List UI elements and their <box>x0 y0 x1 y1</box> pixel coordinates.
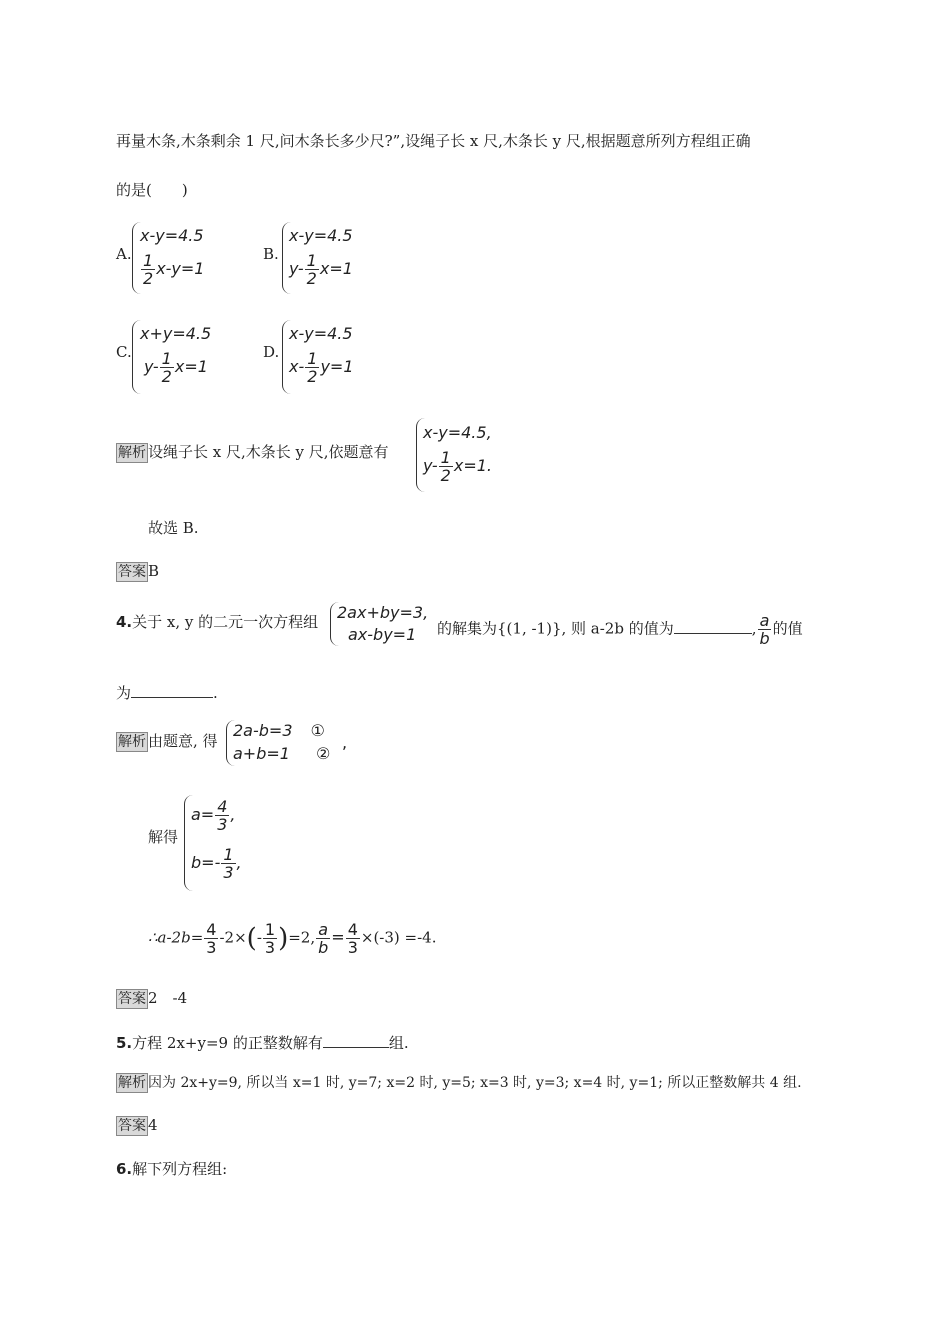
q4-eq2: ax-by=1 <box>348 625 417 644</box>
q5-blank[interactable] <box>323 1031 389 1048</box>
q4-analysis-eq2: a+b=1 ② <box>233 744 331 763</box>
q5-answer: 答案 4 <box>118 1116 158 1134</box>
q4-blank-1[interactable] <box>674 617 752 634</box>
option-d-label: D. <box>263 343 280 361</box>
intro-line-1: 再量木条,木条剩余 1 尺,问木条长多少尺?”,设绳子长 x 尺,木条长 y 尺,根据题意所列方程组正确 <box>116 132 751 150</box>
option-a-eq1: x-y=4.5 <box>140 226 204 245</box>
q4-analysis-eq1: 2a-b=3 ① <box>233 721 325 740</box>
q4-analysis-line: 解析 由题意, 得 <box>118 732 218 750</box>
option-b-frac: $\frac{1}{2}$ <box>306 251 317 288</box>
calc-frac-1: $\frac{4}{3}$ <box>206 920 217 957</box>
q4-line-1-mid: 的解集为{(1, -1)}, 则 a-2b 的值为 , $\frac{a}{b}$ 的值 <box>437 611 803 648</box>
q3-analysis-frac: $\frac{1}{2}$ <box>440 448 451 485</box>
answer-tag: 答案 <box>118 991 146 1007</box>
option-a-frac: $\frac{1}{2}$ <box>143 251 154 288</box>
q3-analysis-eq2: y- $\frac{1}{2}$ x=1. <box>423 448 492 485</box>
option-a-eq2: $\frac{1}{2}$ x-y=1 <box>143 251 205 288</box>
calc-frac-2: $\frac{1}{3}$ <box>264 920 276 957</box>
q3-answer: 答案 B <box>118 562 160 580</box>
q4-solve-a: a= $\frac{4}{3}$ , <box>191 797 236 834</box>
q4-answer: 答案 2 -4 <box>118 989 188 1007</box>
option-a-label: A. <box>116 245 132 263</box>
answer-tag: 答案 <box>118 1118 146 1134</box>
analysis-tag: 解析 <box>118 734 146 750</box>
q4-calc-line: ∴a-2b= $\frac{4}{3}$ -2×(- $\frac{1}{3}$ )=2, $\frac{a}{b}$ = $\frac{4}{3}$ ×(-3) =-4. <box>148 920 437 957</box>
option-c-eq2: y- $\frac{1}{2}$ x=1 <box>144 349 208 386</box>
q5-analysis: 解析 因为 2x+y=9, 所以当 x=1 时, y=7; x=2 时, y=5; x=3 时, y=3; x=4 时, y=1; 所以正整数解共 4 组. <box>118 1075 802 1091</box>
option-c-label: C. <box>116 343 132 361</box>
option-b-label: B. <box>263 245 279 263</box>
calc-frac-4: $\frac{4}{3}$ <box>347 920 358 957</box>
q4-solve-label: 解得 <box>148 828 179 846</box>
option-b-eq2: y- $\frac{1}{2}$ x=1 <box>289 251 353 288</box>
option-d-frac: $\frac{1}{2}$ <box>307 349 318 386</box>
q6-line: 6.解下列方程组: <box>116 1160 228 1178</box>
intro-line-2: 的是( ) <box>116 181 188 199</box>
q4-line-1: 4.关于 x, y 的二元一次方程组 <box>116 613 319 631</box>
q5-number: 5. <box>116 1034 133 1052</box>
option-c-frac: $\frac{1}{2}$ <box>161 349 172 386</box>
q4-solve-a-frac: $\frac{4}{3}$ <box>217 797 228 834</box>
q4-solve-b-frac: $\frac{1}{3}$ <box>223 845 234 882</box>
q4-frac-a-b: $\frac{a}{b}$ <box>759 611 770 648</box>
calc-frac-3: $\frac{a}{b}$ <box>318 920 329 957</box>
q4-blank-2[interactable] <box>131 681 213 698</box>
q4-analysis-tail: , <box>342 733 348 752</box>
answer-tag: 答案 <box>118 564 146 580</box>
q4-solve-b: b=- $\frac{1}{3}$ , <box>191 845 242 882</box>
option-b-eq1: x-y=4.5 <box>289 226 353 245</box>
analysis-tag: 解析 <box>118 1075 146 1091</box>
q6-number: 6. <box>116 1160 133 1178</box>
option-c-eq1: x+y=4.5 <box>140 324 212 343</box>
q4-number: 4. <box>116 613 133 631</box>
q3-analysis-eq1: x-y=4.5, <box>423 423 492 442</box>
q5-line: 5.方程 2x+y=9 的正整数解有 组. <box>116 1031 409 1053</box>
analysis-tag: 解析 <box>118 445 146 461</box>
q4-eq1: 2ax+by=3, <box>337 603 429 622</box>
option-d-eq2: x- $\frac{1}{2}$ y=1 <box>289 349 354 386</box>
option-d-eq1: x-y=4.5 <box>289 324 353 343</box>
q3-analysis-line: 解析 设绳子长 x 尺,木条长 y 尺,依题意有 <box>118 443 389 461</box>
q3-choose: 故选 B. <box>148 519 199 537</box>
q4-line-2: 为 . <box>116 681 218 703</box>
